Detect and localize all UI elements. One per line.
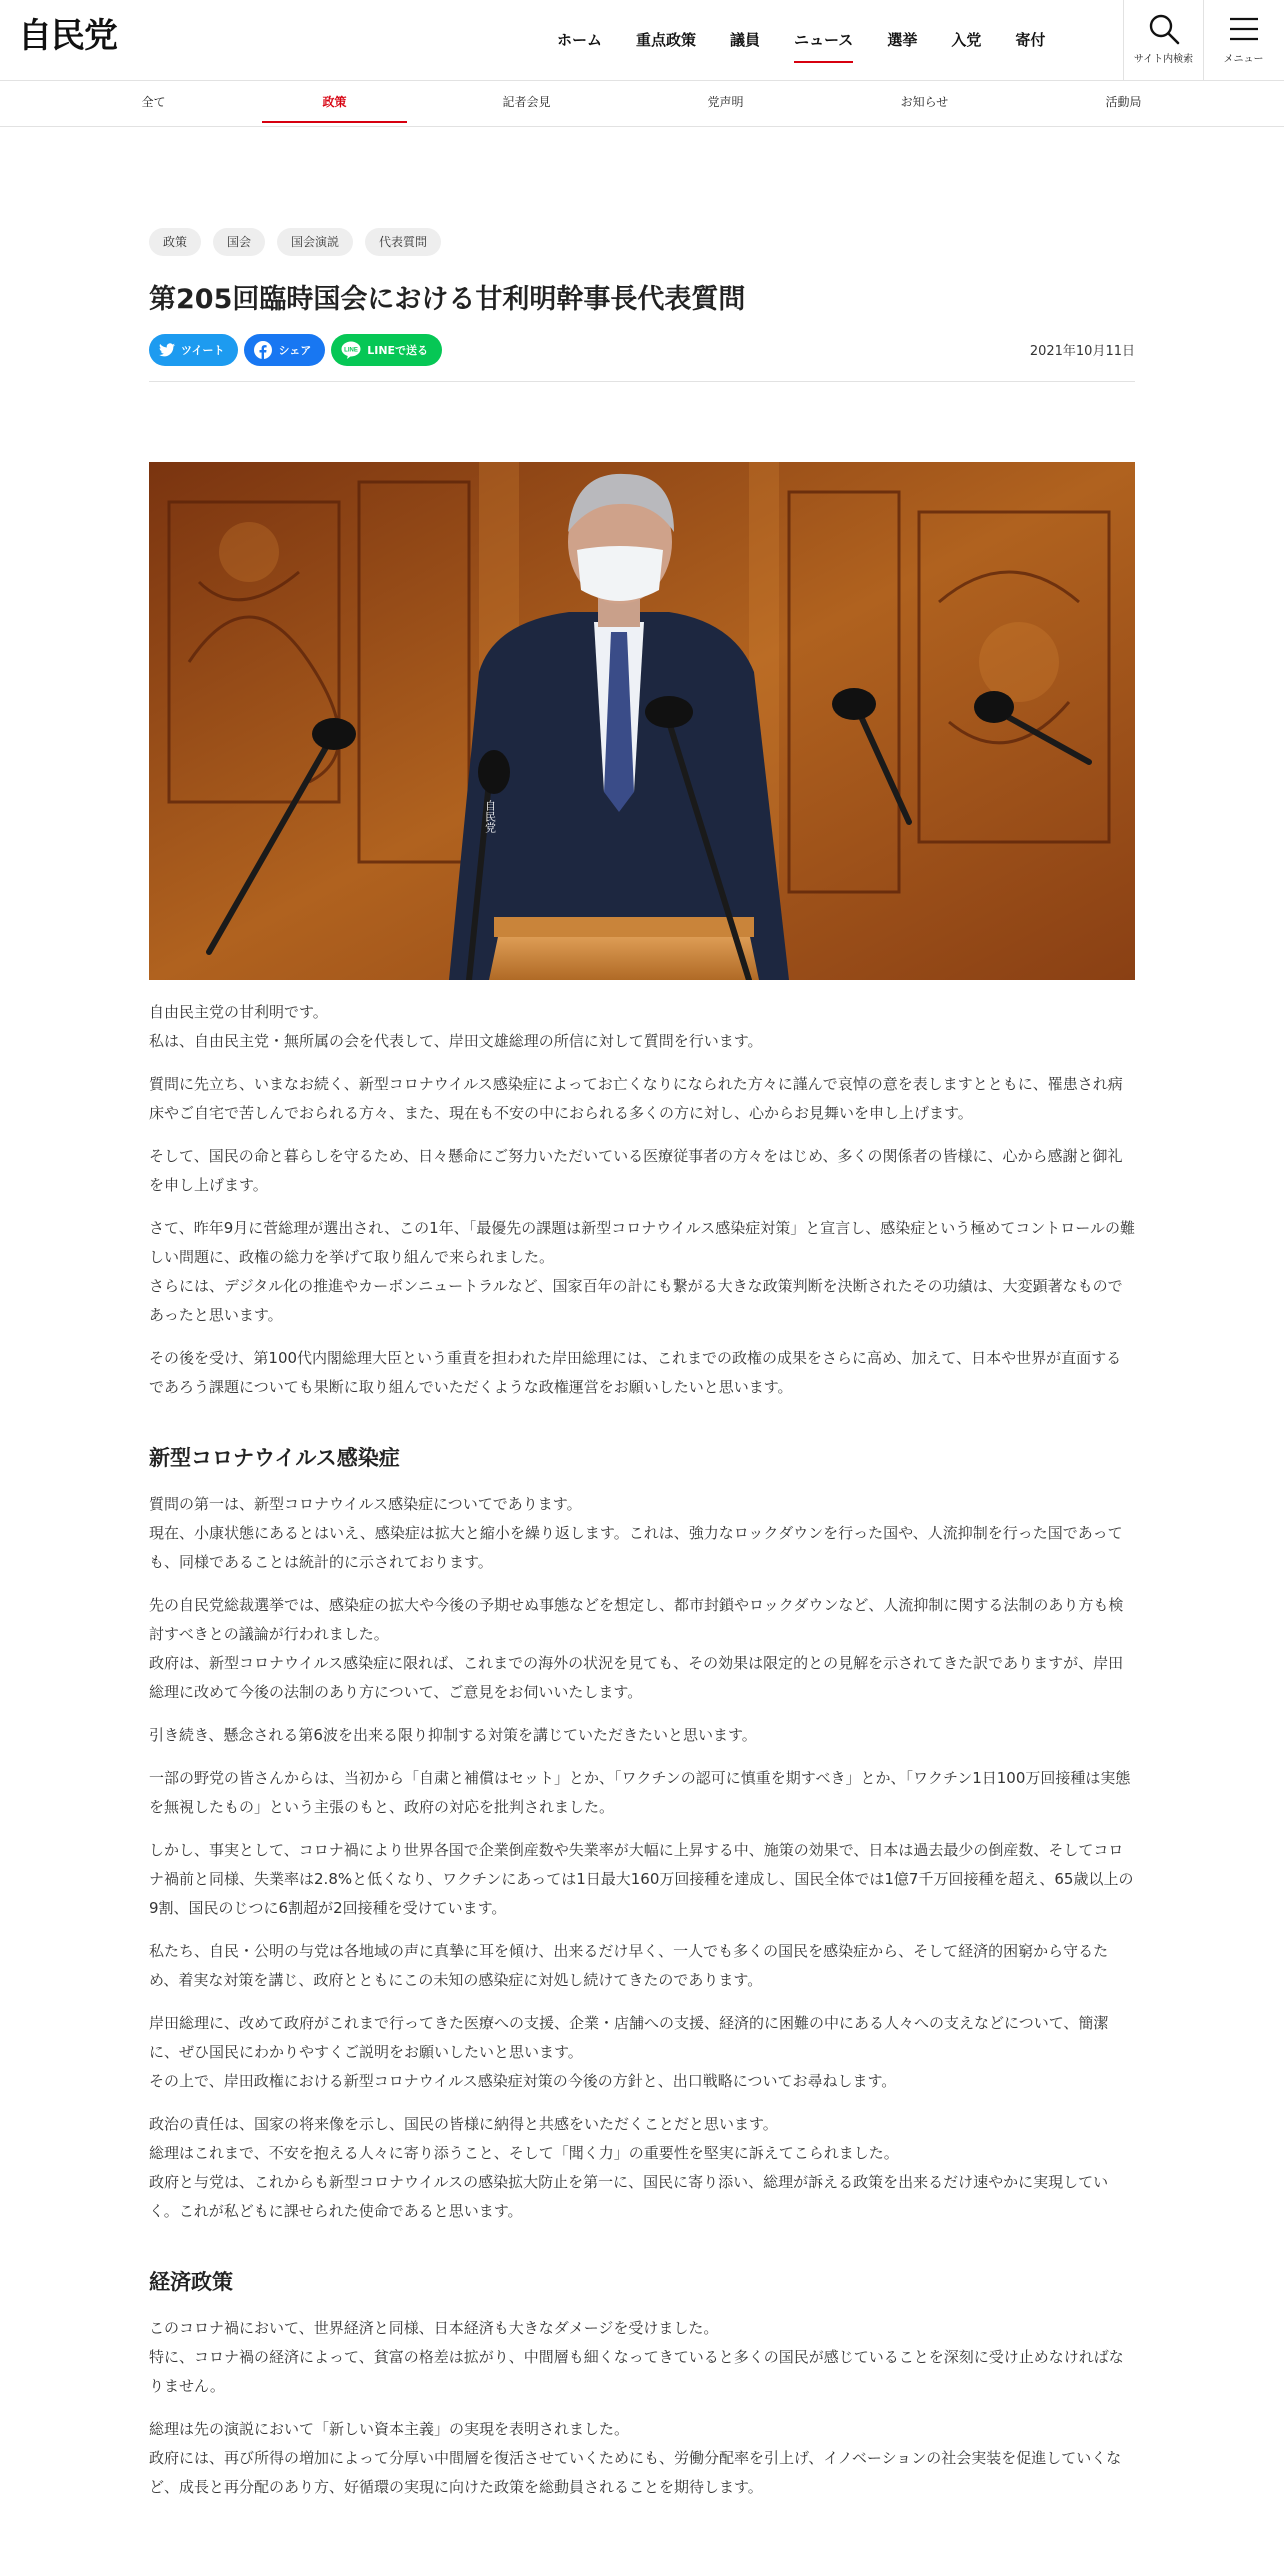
global-nav xyxy=(540,0,1062,80)
intro-paragraph: そして、国民の命と暮らしを守るため、日々懸命にご努力いただいている医療従事者の方々をはじめ、多くの関係者の皆様に、心から感謝と御礼を申し上げます。 xyxy=(149,1147,1123,1194)
economy-paragraph: 総理は先の演説において「新しい資本主義」の実現を表明されました。 政府には、再び所得の増加によって分厚い中間層を復活させていくためにも、労働分配率を引上げ、イノベーションの社会実装を促進していくなど、成長と再分配のあり方、好循環の実現に向けた政策を総動員されることを期待します。 xyxy=(149,2420,1122,2496)
nav-item-news[interactable]: ニュース xyxy=(777,0,870,80)
economy-paragraph: このコロナ禍において、世界経済と同様、日本経済も大きなダメージを受けました。 特に、コロナ禍の経済によって、貧富の格差は拡がり、中間層も細くなってきていると多くの国民が感じていることを深刻に受け止めなければなりません。 xyxy=(149,2319,1124,2395)
article-hero-image xyxy=(149,462,1135,980)
menu-label: メニュー xyxy=(1223,54,1264,65)
line-share-label: LINEで送る xyxy=(367,344,429,357)
facebook-share-button[interactable] xyxy=(244,334,325,366)
share-buttons xyxy=(149,334,1135,366)
search-label: サイト内検索 xyxy=(1133,54,1194,65)
covid-paragraph: 一部の野党の皆さんからは、当初から「自粛と補償はセット」とか、「ワクチンの認可に慎重を期すべき」とか、「ワクチン1日100万回接種は実態を無視したもの」という主張のもと、政府の対応を批判されました。 xyxy=(149,1769,1131,1816)
line-icon xyxy=(341,341,361,359)
covid-paragraph: 質問の第一は、新型コロナウイルス感染症についてであります。 現在、小康状態にあるとはいえ、感染症は拡大と縮小を繰り返します。これは、強力なロックダウンを行った国や、人流抑制を行った国であっても、同様であることは統計的に示されております。 xyxy=(149,1495,1123,1571)
tab-activities[interactable]: 活動局 xyxy=(1105,95,1142,109)
article xyxy=(149,228,1135,2516)
covid-paragraph: 私たち、自民・公明の与党は各地域の声に真摯に耳を傾け、出来るだけ早く、一人でも多くの国民を感染症から、そして経済的困窮から守るため、着実な対策を講じ、政府とともにこの未知の感染症に対処し続けてきたのであります。 xyxy=(149,1942,1109,1989)
svg-text:LINE: LINE xyxy=(344,347,359,354)
covid-paragraph: 引き続き、懸念される第6波を出来る限り抑制する対策を講じていただきたいと思います。 xyxy=(149,1726,757,1744)
intro-paragraph: 質問に先立ち、いまなお続く、新型コロナウイルス感染症によってお亡くなりになられた方々に謹んで哀悼の意を表しますとともに、罹患され病床やご自宅で苦しんでおられる方々、また、現在も不安の中におられる多くの方に対し、心からお見舞いを申し上げます。 xyxy=(149,1075,1123,1122)
tag-policy[interactable]: 政策 xyxy=(149,228,201,256)
news-category-nav xyxy=(0,81,1284,127)
tweet-button[interactable] xyxy=(149,334,238,366)
tag-diet-speech[interactable]: 国会演説 xyxy=(277,228,353,256)
tab-policy[interactable]: 政策 xyxy=(262,81,407,126)
nav-item-donate[interactable]: 寄付 xyxy=(1015,31,1046,49)
tag-list xyxy=(149,228,1135,256)
tab-press-conference[interactable]: 記者会見 xyxy=(502,95,551,109)
site-header xyxy=(0,0,1284,81)
tab-announcements[interactable]: お知らせ xyxy=(900,95,949,109)
tag-diet[interactable]: 国会 xyxy=(213,228,265,256)
covid-paragraph: 先の自民党総裁選挙では、感染症の拡大や今後の予期せぬ事態などを想定し、都市封鎖やロックダウンなど、人流抑制に関する法制のあり方も検討すべきとの議論が行われました。 政府は、新型コロナウイルス感染症に限れば、これまでの海外の状況を見ても、その効果は限定的との見解を示されてきた訳でありますが、岸田総理に改めて今後の法制のあり方について、ご意見をお伺いいたします。 xyxy=(149,1596,1124,1701)
nav-item-election[interactable]: 選挙 xyxy=(887,31,918,49)
article-body xyxy=(149,998,1135,2502)
covid-paragraph: しかし、事実として、コロナ禍により世界各国で企業倒産数や失業率が大幅に上昇する中、施策の効果で、日本は過去最少の倒産数、そしてコロナ禍前と同様、失業率は2.8%と低くなり、ワクチンにあっては1日最大160万回接種を達成し、国民全体では1億7千万回接種を超え、65歳以上の9割、国民のじつに6割超が2回接種を受けています。 xyxy=(149,1841,1134,1917)
search-icon xyxy=(1147,12,1181,46)
nav-item-members[interactable]: 議員 xyxy=(730,31,761,49)
intro-paragraph: 自由民主党の甘利明です。 私は、自由民主党・無所属の会を代表して、岸田文雄総理の所信に対して質問を行います。 xyxy=(149,1003,763,1050)
covid-paragraph: 政治の責任は、国家の将来像を示し、国民の皆様に納得と共感をいただくことだと思います。 総理はこれまで、不安を抱える人々に寄り添うこと、そして「聞く力」の重要性を堅実に訴えてこられました。 政府と与党は、これからも新型コロナウイルスの感染拡大防止を第一に、国民に寄り添い、総理が訴える政策を出来るだけ速やかに実現していく。これが私どもに課せられた使命であると思います。 xyxy=(149,2115,1109,2220)
facebook-icon xyxy=(254,341,272,359)
site-logo[interactable]: 自民党 xyxy=(18,16,117,56)
mic-flag-label: 自民党 xyxy=(483,800,497,833)
nav-item-policy[interactable]: 重点政策 xyxy=(636,31,697,49)
section-heading-economy: 経済政策 xyxy=(149,2270,233,2294)
nav-item-home[interactable]: ホーム xyxy=(557,31,603,49)
article-title: 第205回臨時国会における甘利明幹事長代表質問 xyxy=(149,284,746,315)
facebook-share-label: シェア xyxy=(278,344,312,357)
menu-button[interactable] xyxy=(1203,0,1283,80)
covid-paragraph: 岸田総理に、改めて政府がこれまで行ってきた医療への支援、企業・店舗への支援、経済的に困難の中にある人々への支えなどについて、簡潔に、ぜひ国民にわかりやすくご説明をお願いしたいと思います。 その上で、岸田政権における新型コロナウイルス感染症対策の今後の方針と、出口戦略についてお尋ねします。 xyxy=(149,2014,1109,2090)
tweet-label: ツイート xyxy=(181,344,225,357)
hamburger-icon xyxy=(1227,12,1261,46)
site-search-button[interactable] xyxy=(1123,0,1203,80)
intro-paragraph: さて、昨年9月に菅総理が選出され、この1年、「最優先の課題は新型コロナウイルス感染症対策」と宣言し、感染症という極めてコントロールの難しい問題に、政権の総力を挙げて取り組んで来られました。 さらには、デジタル化の推進やカーボンニュートラルなど、国家百年の計にも繋がる大きな政策判断を決断されたその功績は、大変顕著なものであったと思います。 xyxy=(149,1219,1135,1324)
nav-item-join[interactable]: 入党 xyxy=(951,31,982,49)
twitter-bird-icon xyxy=(159,343,175,357)
intro-paragraph: その後を受け、第100代内閣総理大臣という重責を担われた岸田総理には、これまでの政権の成果をさらに高め、加えて、日本や世界が直面するであろう課題についても果断に取り組んでいただくような政権運営をお願いしたいと思います。 xyxy=(149,1349,1122,1396)
section-heading-covid: 新型コロナウイルス感染症 xyxy=(149,1446,400,1470)
tab-party-statement[interactable]: 党声明 xyxy=(707,95,744,109)
article-meta xyxy=(149,334,1135,382)
tab-all[interactable]: 全て xyxy=(141,95,166,109)
tag-representative-question[interactable]: 代表質問 xyxy=(365,228,441,256)
line-share-button[interactable] xyxy=(331,334,442,366)
publish-date: 2021年10月11日 xyxy=(1029,344,1135,359)
